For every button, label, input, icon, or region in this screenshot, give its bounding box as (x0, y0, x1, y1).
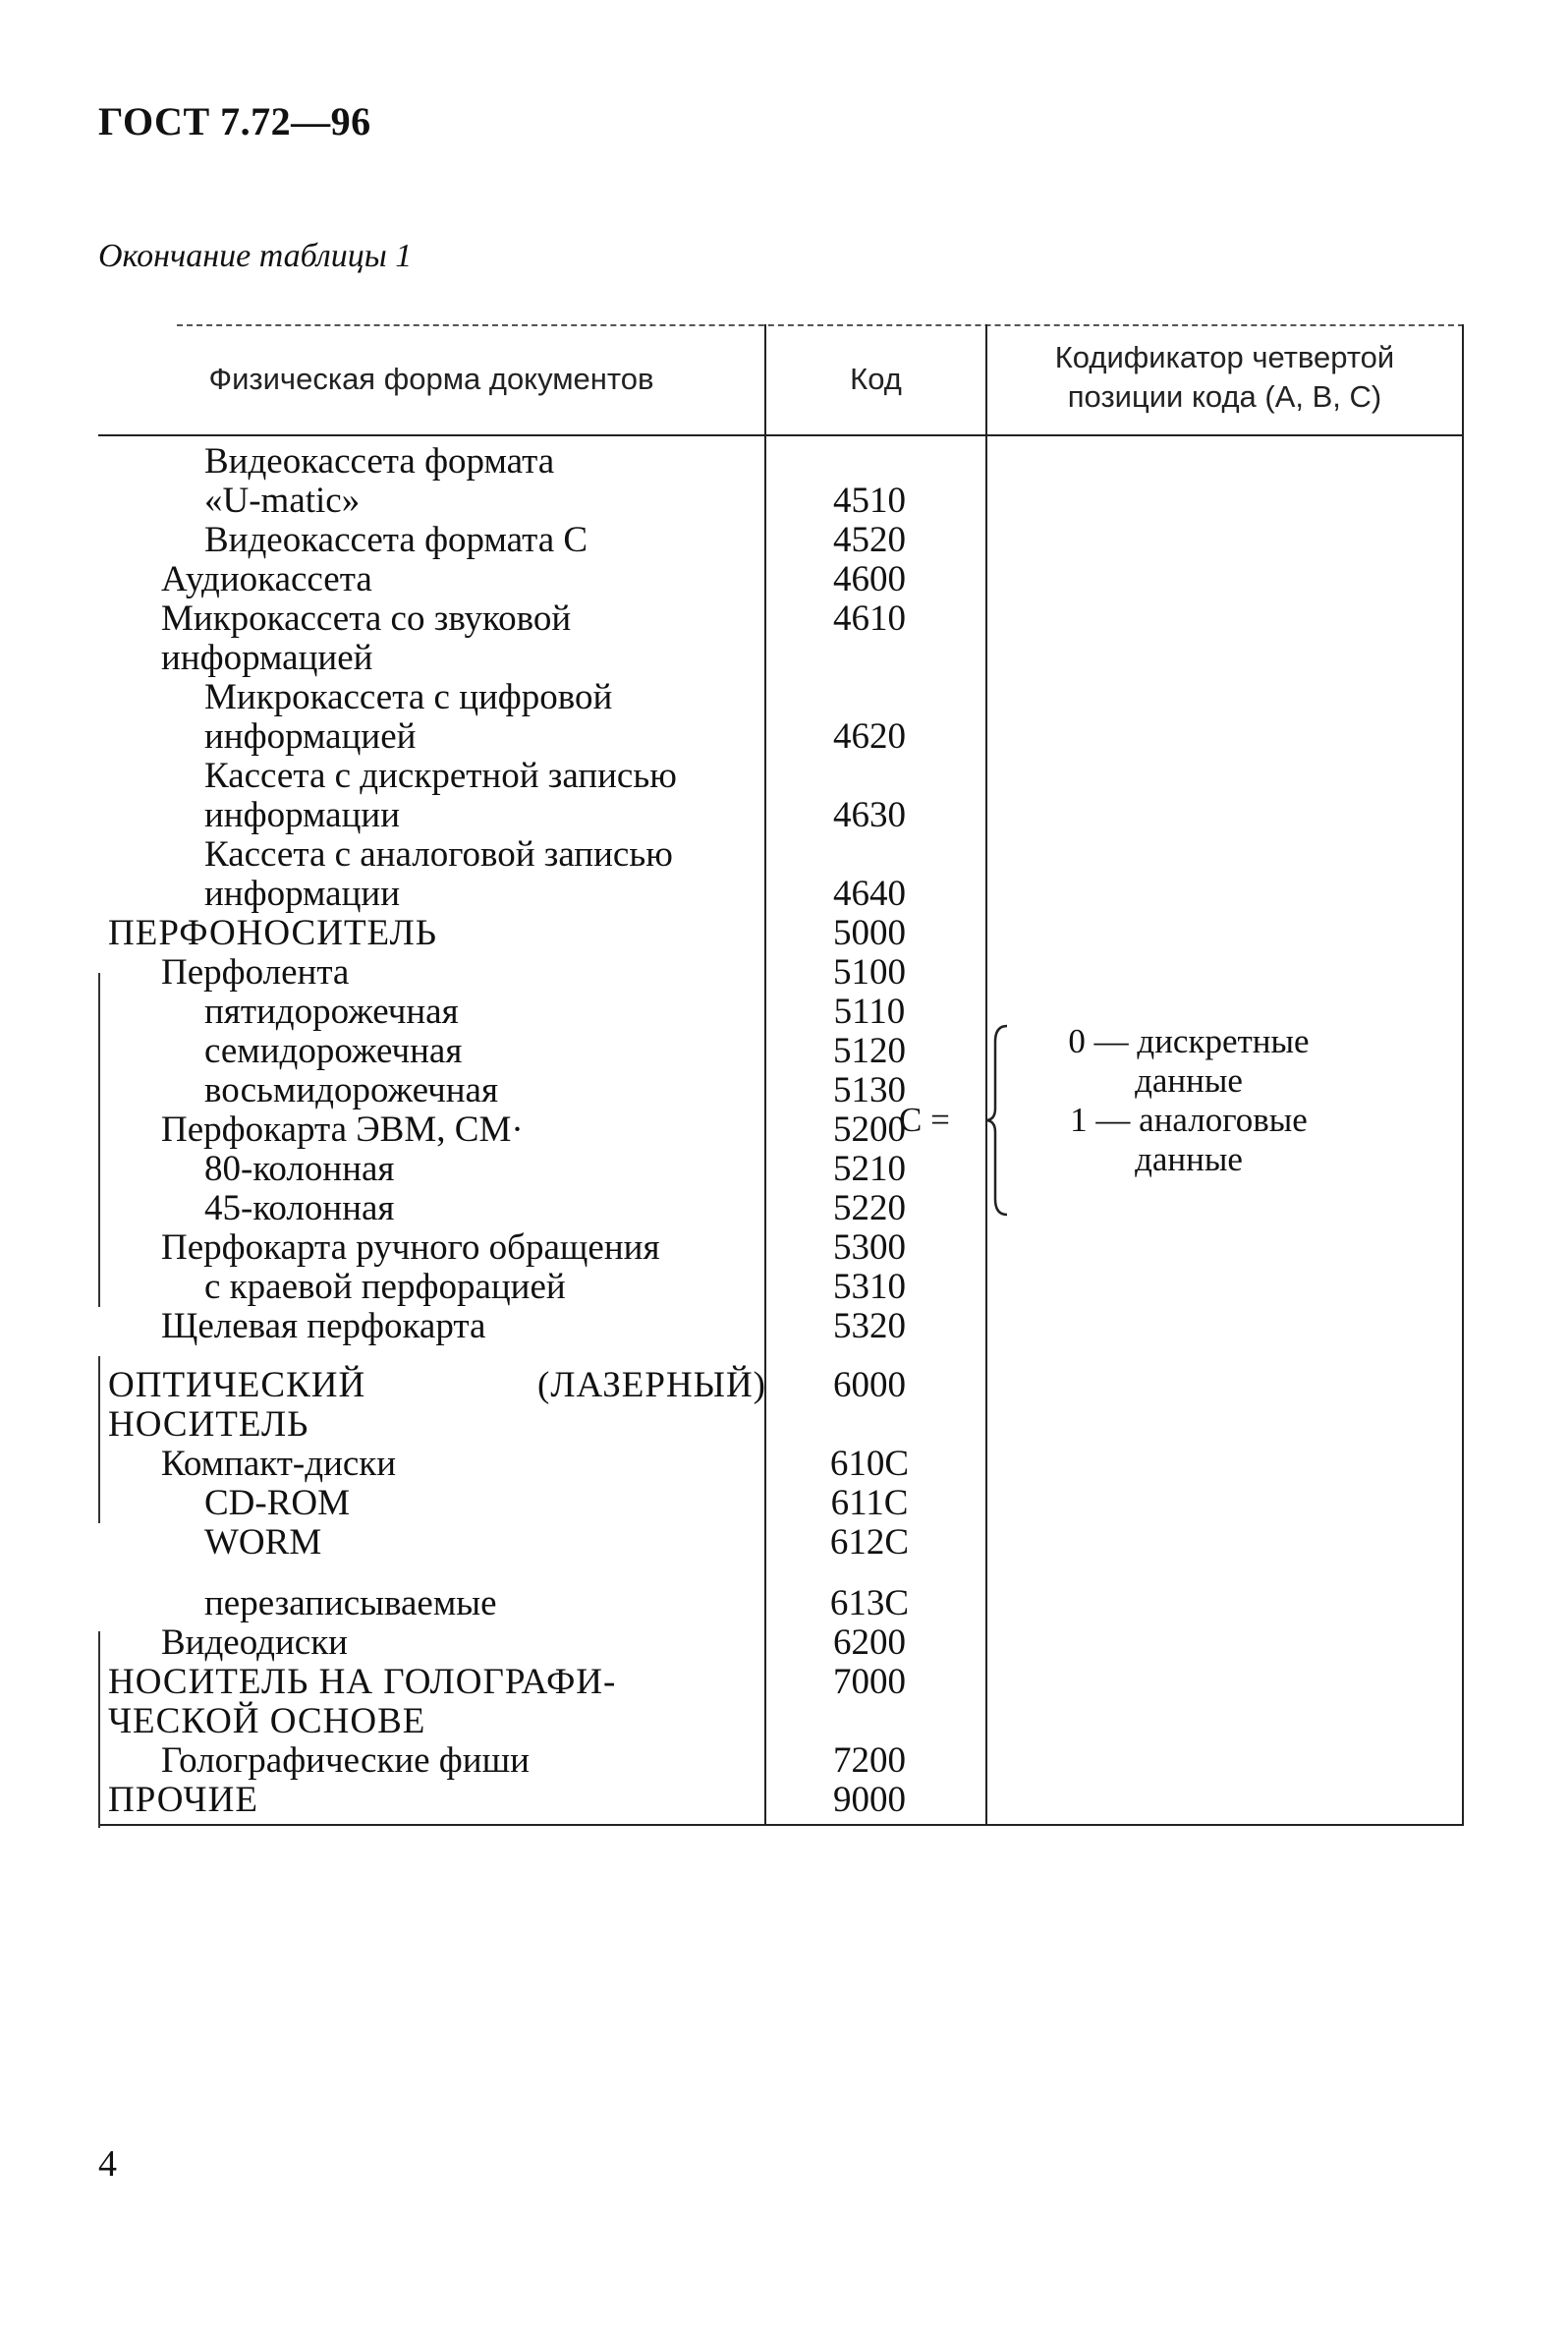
table-row (98, 1741, 1464, 1781)
row-code: 5110 (833, 992, 906, 1032)
row-form: НОСИТЕЛЬ (108, 1404, 309, 1445)
table-row (98, 1366, 1464, 1405)
table-caption: Окончание таблицы 1 (98, 238, 413, 274)
row-form: перезаписываемые (204, 1583, 497, 1623)
table-row (98, 482, 1464, 521)
row-code: 613С (829, 1583, 910, 1623)
table-row (98, 757, 1464, 796)
row-form: Перфокарта ЭВМ, СМ· (161, 1109, 524, 1150)
row-form: информации (204, 795, 401, 835)
row-form: Перфолента (161, 952, 350, 993)
table-row (98, 1623, 1464, 1663)
row-form: Компакт-диски (161, 1444, 397, 1484)
row-form: Голографические фиши (161, 1740, 530, 1781)
row-form: информацией (204, 716, 417, 757)
row-form: Видеокассета формата (204, 441, 555, 482)
table-row (98, 875, 1464, 914)
curly-brace-icon (983, 1022, 1013, 1219)
modifier-option-1-line1: 1 — аналоговые (1070, 1101, 1308, 1139)
row-code: 5310 (833, 1267, 906, 1307)
table-row (98, 1781, 1464, 1820)
row-code: 5120 (833, 1031, 906, 1071)
row-form: семидорожечная (204, 1031, 463, 1071)
row-form: ПРОЧИЕ (108, 1780, 258, 1820)
table-row (98, 1523, 1464, 1563)
row-code: 610С (829, 1444, 910, 1484)
table-row (98, 1702, 1464, 1741)
row-form: информацией (161, 638, 373, 678)
row-form: НОСИТЕЛЬ НА ГОЛОГРАФИ- (108, 1662, 617, 1702)
table-row (98, 717, 1464, 757)
table-row (98, 599, 1464, 639)
row-code: 5130 (833, 1070, 906, 1110)
table-row (98, 1405, 1464, 1445)
row-code: 4510 (833, 481, 906, 521)
row-form: информации (204, 874, 401, 914)
table-row (98, 835, 1464, 875)
row-form: Щелевая перфокарта (161, 1306, 486, 1346)
modifier-option-1-line2: данные (1135, 1140, 1243, 1178)
row-form: CD-ROM (204, 1483, 351, 1523)
row-form: Кассета с дискретной записью (204, 756, 677, 796)
table-row (98, 678, 1464, 717)
row-form: Микрокассета с цифровой (204, 677, 613, 717)
row-form (108, 1366, 766, 1405)
table-row (98, 560, 1464, 599)
table-top-rule (177, 324, 1464, 326)
row-code: 7000 (833, 1662, 906, 1702)
row-form: «U-matic» (204, 481, 361, 521)
row-code: 4620 (833, 716, 906, 757)
row-code: 4600 (833, 559, 906, 599)
modifier-definition (899, 1022, 1361, 1219)
row-form: ПЕРФОНОСИТЕЛЬ (108, 913, 438, 953)
standard-header: ГОСТ 7.72—96 (98, 99, 371, 143)
column-header-modifier (987, 338, 1462, 417)
row-code: 6000 (833, 1365, 906, 1405)
table-row (98, 639, 1464, 678)
row-code: 5210 (833, 1149, 906, 1189)
page-number: 4 (98, 2143, 117, 2185)
row-form: ЧЕСКОЙ ОСНОВЕ (108, 1701, 426, 1741)
row-form-part: ОПТИЧЕСКИЙ (108, 1365, 366, 1405)
row-code: 612С (829, 1522, 910, 1563)
row-form: Кассета с аналоговой записью (204, 834, 673, 875)
table-row (98, 1268, 1464, 1307)
row-form-part: (ЛАЗЕРНЫЙ) (537, 1365, 766, 1405)
table-row (98, 1584, 1464, 1623)
table-row (98, 442, 1464, 482)
table-row (98, 1484, 1464, 1523)
table-row (98, 796, 1464, 835)
row-form: восьмидорожечная (204, 1070, 498, 1110)
table-row (98, 914, 1464, 953)
column-header-code (766, 360, 985, 399)
row-code: 611С (830, 1483, 909, 1523)
row-code: 5320 (833, 1306, 906, 1346)
modifier-option-0-line1: 0 — дискретные (1068, 1022, 1310, 1060)
row-code: 4610 (833, 598, 906, 639)
column-header-form-text: Физическая форма документов (208, 362, 654, 396)
row-code: 5200 (833, 1109, 906, 1150)
row-code: 5000 (833, 913, 906, 953)
table-row (98, 1663, 1464, 1702)
modifier-label: С = (899, 1101, 950, 1139)
row-form: 80-колонная (204, 1149, 395, 1189)
row-form: Видеодиски (161, 1622, 348, 1663)
row-form: с краевой перфорацией (204, 1267, 566, 1307)
row-code: 5300 (833, 1227, 906, 1268)
row-form: Аудиокассета (161, 559, 372, 599)
column-header-form (98, 360, 764, 399)
header-separator (98, 434, 1464, 436)
row-form: 45-колонная (204, 1188, 395, 1228)
table-row (98, 1228, 1464, 1268)
row-code: 4630 (833, 795, 906, 835)
row-form: Перфокарта ручного обращения (161, 1227, 660, 1268)
row-code: 6200 (833, 1622, 906, 1663)
table-row (98, 1307, 1464, 1346)
table-row (98, 521, 1464, 560)
row-form: Микрокассета со звуковой (161, 598, 572, 639)
table-row (98, 953, 1464, 993)
row-code: 4520 (833, 520, 906, 560)
column-header-modifier-line2: позиции кода (А, В, С) (1067, 379, 1382, 414)
row-code: 4640 (833, 874, 906, 914)
row-code: 5220 (833, 1188, 906, 1228)
column-header-modifier-line1: Кодификатор четвертой (1054, 340, 1395, 374)
row-form: пятидорожечная (204, 992, 459, 1032)
column-header-code-text: Код (850, 362, 902, 396)
row-code: 5100 (833, 952, 906, 993)
row-form: WORM (204, 1522, 322, 1563)
table-bottom-rule (98, 1824, 1464, 1826)
table-row (98, 1445, 1464, 1484)
modifier-option-0-line2: данные (1135, 1061, 1243, 1100)
row-code: 9000 (833, 1780, 906, 1820)
row-form: Видеокассета формата С (204, 520, 588, 560)
row-code: 7200 (833, 1740, 906, 1781)
